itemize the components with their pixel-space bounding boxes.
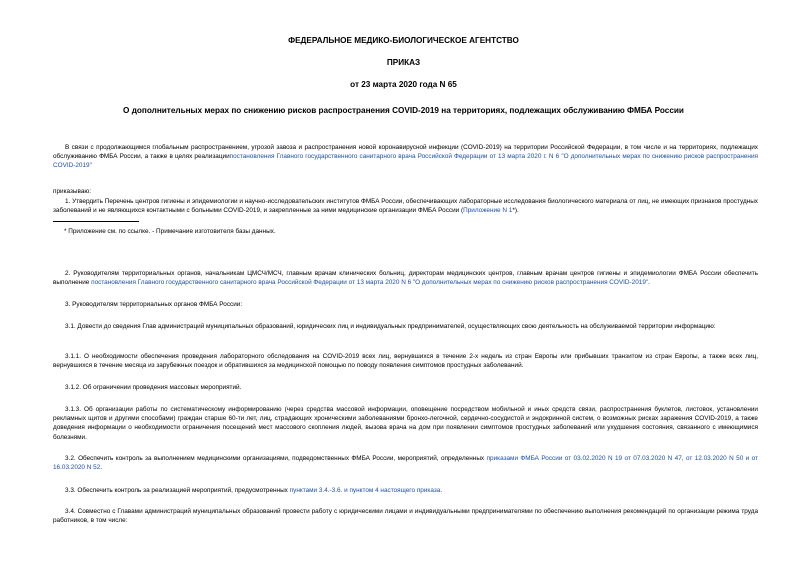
- paragraph-3-3-sep: и: [342, 487, 350, 494]
- order-link-47[interactable]: 07.03.2020 N 47: [633, 455, 682, 462]
- paragraph-2: [53, 269, 758, 287]
- agency-name: ФЕДЕРАЛЬНОЕ МЕДИКО-БИОЛОГИЧЕСКОЕ АГЕНТСТВО: [288, 36, 519, 45]
- document-title: О дополнительных мерах по снижению рисков распространения COVID-2019 на территориях, подлежащих обслуживанию ФМБА России: [123, 106, 684, 115]
- paragraph-3-2-sep-2: , от: [681, 455, 695, 462]
- paragraph-3-2-sep-1: от: [622, 455, 634, 462]
- intro-paragraph: [53, 143, 758, 171]
- paragraph-1-text: 1. Утвердить Перечень центров гигиены и эпидемиологии и научно-исследовательских институтов ФМБА России, обеспечивающих лабораторные исследования биологического материала от лиц, не имеющих признаков простудных заболеваний и не являющихся контактными с больными COVID-2019, и закрепленные за ними медицинские организации ФМБА России (: [53, 198, 758, 215]
- paragraph-3-3-tail: .: [440, 487, 443, 494]
- footnote-divider: [53, 221, 139, 222]
- paragraph-1-tail: *).: [512, 207, 519, 215]
- paragraph-2-tail: .: [648, 279, 650, 287]
- intro-link[interactable]: постановления Главного государственного санитарного врача Российской Федерации от 13 марта 2020 г. N 6 "О дополнительных мерах по снижению рисков распространения COVID-2019": [53, 153, 758, 170]
- paragraph-3-2-text: 3.2. Обеспечить контроль за выполнением медицинскими организациями, подведомственных ФМБА России, мероприятий, определенных: [65, 455, 485, 462]
- paragraph-3-3: [65, 486, 442, 495]
- prikazyvayu: приказываю:: [53, 188, 91, 195]
- paragraph-3-2-tail: .: [100, 464, 103, 472]
- paragraph-3-1-3: 3.1.3. Об организации работы по систематическому информированию (через средства массовой информации, оповещение посредством мобильной и иных средств связи, распространения буклетов, листовок, установлении рекламных щитов и другими способами) граждан старше 60-ти лет, лиц, страдающих хроническими заболеваниями бронхо-легочной, сердечно-сосудистой и эндокринной систем, о возможных рисках заражения COVID-2019, а также доведения информации о необходимости ограничения посещений мест массового скопления людей, вызова врача на дом при появлении симптомов простудных заболеваний или ухудшения состояния, связанного с имеющимися болезнями.: [53, 406, 758, 441]
- intro-text: В связи с продолжающимся глобальным распространением, угрозой завоза и распространения новой коронавирусной инфекции (COVID-2019) на территории Российской Федерации, в том числе и на территориях, подлежащих обслуживанию ФМБА России, а также в целях реализации: [53, 144, 758, 161]
- paragraph-3-1: 3.1. Довести до сведения Глав администраций муниципальных образований, юридических лиц и индивидуальных предпринимателей, осуществляющих свою деятельность на обслуживаемой территории информацию:: [65, 323, 716, 330]
- point-4-link[interactable]: пунктом 4 настоящего приказа: [349, 487, 441, 494]
- document-date-number: от 23 марта 2020 года N 65: [350, 80, 457, 89]
- paragraph-3: 3. Руководителям территориальных органов ФМБА России:: [65, 301, 243, 308]
- order-link-52[interactable]: от 16.03.2020 N 52: [53, 455, 758, 472]
- paragraph-3-4: 3.4. Совместно с Главами администраций муниципальных образований провести работу с юридическими лицами и индивидуальными предпринимателями по обеспечению выполнения рекомендаций по организации режима труда работников, в том числе:: [53, 508, 758, 525]
- order-link-19[interactable]: приказами ФМБА России от 03.02.2020 N 19: [486, 455, 623, 462]
- order-link-50[interactable]: 12.03.2020 N 50: [694, 455, 744, 462]
- resolution-link[interactable]: постановления Главного государственного санитарного врача Российской Федерации от 13 марта 2020 N 6 "О дополнительных мерах по снижению рисков распространения COVID-2019": [91, 279, 649, 287]
- footnote: * Приложение см. по ссылке. - Примечание изготовителя базы данных.: [64, 228, 276, 235]
- paragraph-1: [53, 197, 758, 215]
- paragraph-3-3-text: 3.3. Обеспечить контроль за реализацией мероприятий, предусмотренных: [65, 487, 288, 494]
- points-link[interactable]: пунктами 3.4.-3.6.: [289, 487, 343, 494]
- paragraph-3-1-2: 3.1.2. Об ограничении проведения массовых мероприятий.: [65, 384, 242, 391]
- appendix-link[interactable]: Приложение N 1: [463, 207, 513, 215]
- paragraph-3-2: [53, 454, 758, 472]
- paragraph-3-2-sep-3: и: [743, 455, 752, 462]
- paragraph-2-text: 2. Руководителям территориальных органов, начальникам ЦМСЧ/МСЧ, главным врачам клинических больниц, директорам медицинских центров, главным врачам центров гигиены и эпидемиологии ФМБА России обеспечить выполнение: [53, 270, 758, 287]
- document-type: ПРИКАЗ: [386, 58, 421, 67]
- paragraph-3-1-1: 3.1.1. О необходимости обеспечения проведения лабораторного обследования на COVID-2019 всех лиц, вернувшихся в течение 2-х недель из стран Европы или прибывших транзитом из стран Европы, а также всех лиц, вернувшихся в течение месяца из зарубежных поездок и обратившихся за медицинской помощью по поводу появления симптомов простудных заболеваний.: [53, 353, 758, 370]
